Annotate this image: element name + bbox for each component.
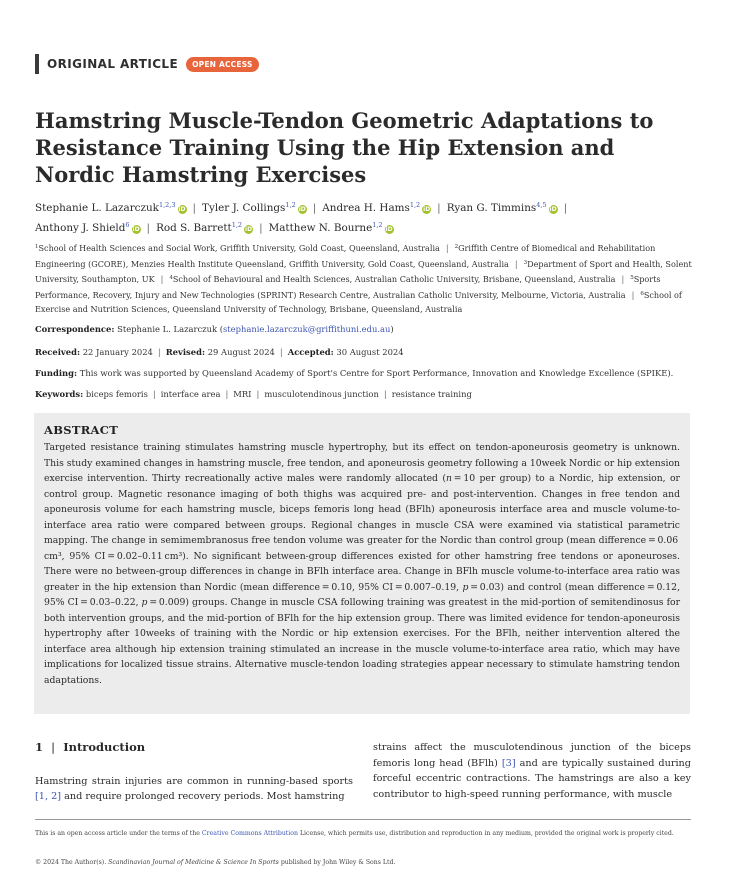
intro-text: Hamstring strain injuries are common in running-based sports xyxy=(35,775,353,787)
intro-text: and are typically sustained during forceful eccentric contractions. The hamstrings are also a key contributor to high-speed running performance, with muscle xyxy=(373,757,691,800)
author-affiliation-sup: 1,2 xyxy=(409,201,421,209)
copyright-text: published by John Wiley & Sons Ltd. xyxy=(278,859,396,866)
accepted-label: Accepted: xyxy=(287,347,334,357)
author-name[interactable]: Tyler J. Collings xyxy=(202,202,286,214)
citation-link[interactable]: [3] xyxy=(501,757,516,769)
intro-right-column xyxy=(373,740,691,802)
author-item[interactable] xyxy=(156,222,253,234)
license-link[interactable]: Creative Commons Attribution xyxy=(201,830,298,837)
orcid-icon[interactable]: iD xyxy=(549,206,557,213)
received-date: 22 January 2024 xyxy=(82,347,153,357)
citation-link[interactable]: [1, 2] xyxy=(35,791,62,802)
affiliation-separator: | xyxy=(160,274,164,284)
correspondence-line: Correspondence: Stephanie L. Lazarczuk (stephanie.lazarczuk@griffithuni.edu.au) xyxy=(35,324,394,334)
keyword-separator: | xyxy=(256,389,260,399)
author-name[interactable]: Stephanie L. Lazarczuk xyxy=(35,202,159,214)
author-name[interactable]: Andrea H. Hams xyxy=(322,202,410,214)
correspondence-label: Correspondence: xyxy=(35,324,115,334)
author-item[interactable] xyxy=(447,202,558,214)
correspondence-email-link[interactable]: stephanie.lazarczuk@griffithuni.edu.au xyxy=(222,324,391,334)
author-separator: | xyxy=(437,202,441,214)
section-title: Introduction xyxy=(63,740,146,754)
affiliation-text: Sports Performance, Recovery, Injury and New Technologies (SPRINT) Research Centre, Australian Catholic University, Melbourne, Victoria, Australia xyxy=(35,274,661,300)
accepted-date: 30 August 2024 xyxy=(336,347,404,357)
orcid-icon[interactable]: iD xyxy=(245,226,253,233)
license-note xyxy=(35,829,691,839)
keywords-line xyxy=(35,388,695,400)
abstract-italic-n: n xyxy=(445,473,452,484)
article-title: Hamstring Muscle-Tendon Geometric Adaptations to Resistance Training Using the Hip Extension and Nordic Hamstring Exercises xyxy=(35,108,654,187)
keyword-separator: | xyxy=(383,389,387,399)
keyword-item: resistance training xyxy=(391,389,472,399)
heading-separator: | xyxy=(51,740,56,754)
dates-line xyxy=(35,346,695,358)
keyword-item: MRI xyxy=(233,389,252,399)
keyword-item: musculotendinous junction xyxy=(264,389,379,399)
affiliation-separator: | xyxy=(445,243,449,253)
revised-label: Revised: xyxy=(165,347,206,357)
affiliation-separator: | xyxy=(631,289,635,300)
keyword-item: interface area xyxy=(160,389,221,399)
affiliation-number: 6 xyxy=(640,290,644,297)
funding-text: This work was supported by Queensland Academy of Sport's Centre for Sport Performance, Innovation and Knowledge Excellence (SPIKE). xyxy=(79,368,674,378)
author-item[interactable] xyxy=(35,202,187,214)
author-separator: | xyxy=(312,202,317,214)
abstract-text-part: Targeted resistance training stimulates hamstring muscle hypertrophy, but its effect on tendon-aponeurosis geometry is unknown. This study examined changes in hamstring muscle, free tendon, and aponeurosis geometry following a 10week Nordic or hip extension exercise intervention. Thirty recreationally active males were randomly allocated ( xyxy=(44,442,680,484)
author-affiliation-sup: 4,5 xyxy=(536,201,547,209)
affiliation-separator: | xyxy=(514,258,518,269)
funding-line xyxy=(35,367,695,379)
correspondence-name: Stephanie L. Lazarczuk xyxy=(117,324,218,334)
article-type-label: ORIGINAL ARTICLE xyxy=(47,57,179,71)
abstract-italic-p: p xyxy=(141,597,148,608)
author-affiliation-sup: 1,2 xyxy=(285,201,296,209)
affiliation-text: School of Exercise and Nutrition Sciences, Queensland University of Technology, Brisbane, Queensland, Australia xyxy=(35,289,682,314)
dates-separator: | xyxy=(157,347,161,357)
affiliation-separator: | xyxy=(621,274,625,284)
orcid-icon[interactable]: iD xyxy=(298,206,306,213)
abstract-text-part: = 0.03) and control (mean difference = 0.12, 95% CI = 0.03–0.22, xyxy=(44,581,681,608)
affiliation-item xyxy=(169,274,615,284)
author-separator: | xyxy=(259,222,263,234)
intro-text: and require prolonged recovery periods. Most hamstring xyxy=(61,791,345,802)
affiliation-number: 3 xyxy=(523,259,528,266)
author-item[interactable] xyxy=(322,202,431,214)
open-access-badge: OPEN ACCESS xyxy=(186,57,259,72)
author-affiliation-sup: 6 xyxy=(125,221,130,229)
affiliation-text: Department of Sport and Health, Solent University, Southampton, UK xyxy=(35,258,692,284)
abstract-italic-p: p xyxy=(462,581,469,593)
author-item[interactable] xyxy=(269,222,394,234)
dates-separator: | xyxy=(279,347,283,357)
orcid-icon[interactable]: iD xyxy=(132,226,140,233)
keyword-separator: | xyxy=(225,389,229,399)
copyright-text: © 2024 The Author(s). xyxy=(35,859,109,866)
affiliation-number: 2 xyxy=(454,244,459,250)
abstract-heading: ABSTRACT xyxy=(44,423,119,437)
author-separator: | xyxy=(192,202,197,214)
author-name[interactable]: Ryan G. Timmins xyxy=(446,202,537,214)
affiliation-list xyxy=(35,240,695,317)
keyword-item: biceps femoris xyxy=(85,389,148,399)
revised-date: 29 August 2024 xyxy=(207,347,275,357)
abstract-text-part: = 10 per group) to a Nordic, hip extension, or control group. Magnetic resonance imaging of both thighs was acquired pre- and post-intervention. Changes in free tendon and aponeurosis volume for each hamstring muscle, biceps femoris long head (BFlh) aponeurosis interface area and muscle volume-to-interface area ratio were compared between groups. Regional changes in muscle CSA were examined via statistical parametric mapping. The change in semimembranosus free tendon volume was greater for the Nordic than control group (mean difference = 0.06 cm³, 95% CI = 0.02–0.11 cm³). No significant between-group differences existed for other hamstring free tendons or aponeuroses. There were no between-group differences in change in BFlh interface area. Change in BFlh muscle volume-to-interface area ratio was greater in the hip extension than Nordic (mean difference = 0.10, 95% CI = 0.007–0.19, xyxy=(44,473,680,593)
author-name[interactable]: Rod S. Barrett xyxy=(156,222,232,234)
abstract-box xyxy=(34,413,690,714)
received-label: Received: xyxy=(35,347,81,357)
intro-left-column xyxy=(35,740,353,805)
affiliation-item xyxy=(35,243,440,253)
abstract-text xyxy=(44,440,680,688)
author-separator: | xyxy=(146,222,151,234)
author-name[interactable]: Anthony J. Shield xyxy=(35,222,126,234)
keyword-separator: | xyxy=(152,389,156,399)
section-number: 1 xyxy=(35,740,44,754)
introduction-heading xyxy=(35,740,353,756)
funding-label: Funding: xyxy=(35,368,78,378)
affiliation-number: 4 xyxy=(169,275,173,281)
author-item[interactable] xyxy=(202,202,307,214)
orcid-icon[interactable]: iD xyxy=(423,206,431,213)
license-text: This is an open access article under the terms of the xyxy=(35,830,202,837)
affiliation-text: Griffith Centre of Biomedical and Rehabilitation Engineering (GCORE), Menzies Health Institute Queensland, Griffith University, Gold Coast, Queensland, Australia xyxy=(35,243,656,269)
orcid-icon[interactable]: iD xyxy=(385,226,393,233)
affiliation-text: School of Health Sciences and Social Work, Griffith University, Gold Coast, Queensland, Australia xyxy=(38,243,440,253)
author-item[interactable] xyxy=(35,222,141,234)
copyright-note xyxy=(35,858,691,868)
intro-text: strains affect the musculotendinous junction of the biceps femoris long head (BFlh) xyxy=(373,742,691,769)
affiliation-text: School of Behavioural and Health Sciences, Australian Catholic University, Brisbane, Queensland, Australia xyxy=(172,274,616,284)
license-text: License, which permits use, distribution and reproduction in any medium, provided the original work is properly cited. xyxy=(297,830,674,837)
affiliation-number: 1 xyxy=(35,244,39,250)
author-name[interactable]: Matthew N. Bourne xyxy=(268,222,373,234)
abstract-text-part: = 0.009) groups. Change in muscle CSA following training was greatest in the mid-portion of semitendinosus for both intervention groups, and the mid-portion of BFlh for the hip extension group. There was limited evidence for tendon-aponeurosis hypertrophy after 10weeks of training with the Nordic or hip extension exercises. For the BFlh, neither intervention altered the interface area although hip extension training stimulated an increase in the muscle volume-to-interface area ratio, which may have implications for localized tissue strains. Alternative muscle-tendon loading strategies appear necessary to stimulate hamstring tendon adaptations. xyxy=(44,597,680,686)
article-type-header xyxy=(35,54,259,74)
author-affiliation-sup: 1,2 xyxy=(231,221,243,229)
author-list xyxy=(35,197,695,237)
author-affiliation-sup: 1,2 xyxy=(372,221,383,229)
footer-divider xyxy=(35,819,691,820)
affiliation-number: 5 xyxy=(630,275,634,281)
journal-name: Scandinavian Journal of Medicine & Science In Sports xyxy=(108,859,279,866)
section-marker-bar xyxy=(35,54,39,74)
author-separator: | xyxy=(563,202,568,214)
keywords-label: Keywords: xyxy=(35,389,84,399)
orcid-icon[interactable]: iD xyxy=(178,206,186,213)
author-affiliation-sup: 1,2,3 xyxy=(158,201,176,209)
